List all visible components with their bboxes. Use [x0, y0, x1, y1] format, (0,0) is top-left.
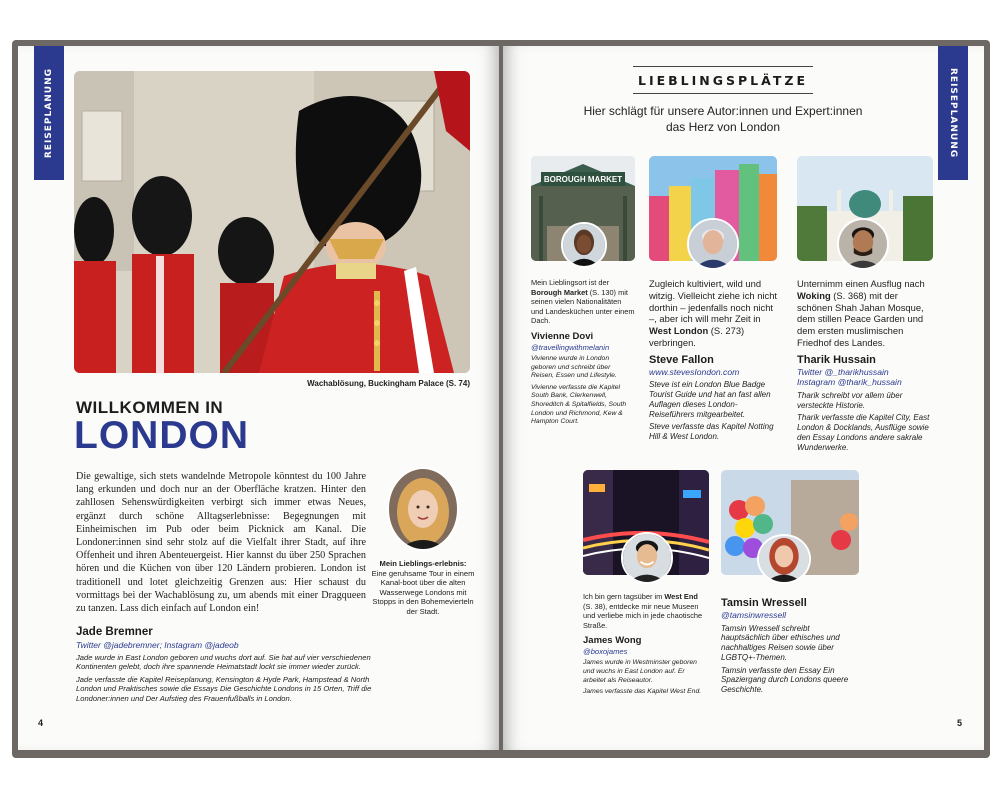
section-subtitle: Hier schlägt für unsere Autor:innen und Expert:innen das Herz von London: [583, 104, 863, 134]
card-author-handle: Twitter @_tharikhussain Instagram @tharik_hussain: [797, 366, 902, 388]
card-author-bio: Vivienne wurde in London geboren und schreibt über Reisen, Essen und Lifestyle.: [531, 354, 617, 380]
card-author-chapters: Tharik verfasste die Kapitel City, East London & Docklands, Ausflüge sowie den Essay Londons andere sakrale Wunderwerke.: [797, 413, 930, 452]
card-author-name: Vivienne Dovi: [531, 330, 594, 342]
card-description: Ich bin gern tagsüber im West End (S. 38), entdecke mir neue Museen und verliebe mich in jede chaotische Straße.: [583, 592, 703, 630]
author-block-jade: [76, 626, 376, 706]
card-author-handle: @tamsinwressell: [721, 610, 787, 620]
page-number-right: 5: [956, 718, 962, 728]
card-description: Unternimm einen Ausflug nach Woking (S. 368) mit der schönen Shah Jahan Mosque, dem stillen Peace Garden und dem ersten muslimischen Friedhof des Landes.: [797, 278, 925, 348]
tamsin-portrait: [757, 534, 811, 584]
author-bio: Jade wurde in East London geboren und wuchs dort auf. Sie hat auf vier verschiedenen Kontinenten gelebt, doch ihre spannende Heimatstadt lockt sie immer wieder zurück.: [76, 653, 371, 672]
left-page: [18, 46, 499, 750]
welcome-heading: WILLKOMMEN IN: [76, 398, 224, 417]
favourite-experience-caption: Mein Lieblings-erlebnis: Eine geruhsame Tour in einem Kanal-boot über die alten Wasserwege Londons mit Stopps in den Bohemevierteln der Stadt.: [371, 559, 475, 616]
card-author-bio: James wurde in Westminster geboren und wuchs in East London auf. Er arbeitet als Reiseautor.: [583, 659, 697, 684]
author-handle: Twitter @jadebremner; Instagram @jadeob: [76, 640, 239, 650]
card-author-bio: Tamsin Wressell schreibt hauptsächlich über ethisches und nachhaltiges Reisen sowie über LGBTQ+-Themen.: [721, 623, 840, 662]
james-portrait: [621, 532, 673, 584]
hero-caption: Wachablösung, Buckingham Palace (S. 74): [307, 379, 470, 388]
card-author-name: Tharik Hussain: [797, 353, 876, 366]
section-title: LIEBLINGSPLÄTZE: [573, 66, 873, 94]
card-author-chapters: James verfasste das Kapitel West End.: [583, 688, 702, 696]
tharik-portrait: [837, 218, 889, 270]
card-author-chapters: Tamsin verfasste den Essay Ein Spaziergang durch Londons queere Geschichte.: [721, 665, 849, 695]
page-number-left: 4: [38, 718, 44, 728]
card-author-bio: Tharik schreibt vor allem über versteckte Historie.: [797, 390, 903, 410]
card-description: Mein Lieblingsort ist der Borough Market (S. 130) mit seinen vielen Nationalitäten und Landesküchen unter einem Dach.: [531, 278, 635, 326]
right-page: [503, 46, 984, 750]
card-description: Zugleich kultiviert, wild und witzig. Vielleicht ziehe ich nicht dorthin – jedenfalls noch nicht –, aber ich will mehr Zeit in West London (S. 273) verbringen.: [649, 278, 778, 348]
steve-portrait: [687, 218, 739, 270]
intro-paragraph: Die gewaltige, sich stets wandelnde Metropole könntest du 100 Jahre lang erkunden und doch nur an der Oberfläche kratzen. Hinter den zahllosen Sehenswürdigkeiten verbirgt sich immer etwas Neues, ergänzt durch schöne Alltagserlebnisse: Begegnungen mit Einheimischen im Pub oder beim Picknick am Kanal. Die Londoner:innen sind sehr stolz auf die Vielfalt ihrer Stadt, auf ihre Offenheit und ihren Abenteuergeist. Hier kannst du über 250 Sprachen hören und die Küchen von über 120 Ländern probieren. London ist traditionell und lotet gleichzeitig Grenzen aus: Hier schaust du vormittags bei der Wachablösung zu, um abends mit einer Dragqueen zu tanzen. Lass dich einfach auf London ein!: [76, 471, 366, 615]
chapter-tab-left: REISEPLANUNG: [34, 46, 64, 180]
card-author-handle: @travellingwithmelanin: [531, 342, 610, 352]
card-author-name: James Wong: [583, 635, 642, 647]
author-chapters: Jade verfasste die Kapitel Reiseplanung, Kensington & Hyde Park, Hampstead & North London und Praktisches sowie die Essays Die Geschichte Londons in 15 Orten, Triff die Londoner:innen und Der Aufstieg des Frauenfußballs in London.: [76, 674, 372, 703]
hero-image-guards: [74, 71, 470, 373]
card-author-name: Steve Fallon: [649, 353, 714, 366]
card-author-chapters: Steve verfasste das Kapitel Notting Hill & West London.: [649, 422, 774, 442]
card-author-handle: www.stevesIondon.com: [649, 366, 740, 377]
card-author-chapters: Vivienne verfasste die Kapitel South Bank, Clerkenwell, Shoreditch & Spitalfields, South London und Richmond, Kew & Hampton Court.: [531, 383, 627, 426]
svg-text:BOROUGH MARKET: BOROUGH MARKET: [543, 175, 623, 184]
card-author-handle: @boxojames: [583, 647, 628, 657]
city-heading: LONDON: [74, 414, 249, 457]
chapter-tab-right: REISEPLANUNG: [938, 46, 968, 180]
open-book: [12, 40, 990, 758]
card-author-name: Tamsin Wressell: [721, 597, 807, 609]
vivienne-portrait: [561, 222, 607, 268]
jade-portrait: [387, 467, 459, 551]
card-author-bio: Steve ist ein London Blue Badge Tourist Guide und hat an fast allen Auflagen dieses London-Reiseführers mitgearbeitet.: [649, 380, 771, 419]
author-name: Jade Bremner: [76, 626, 153, 638]
